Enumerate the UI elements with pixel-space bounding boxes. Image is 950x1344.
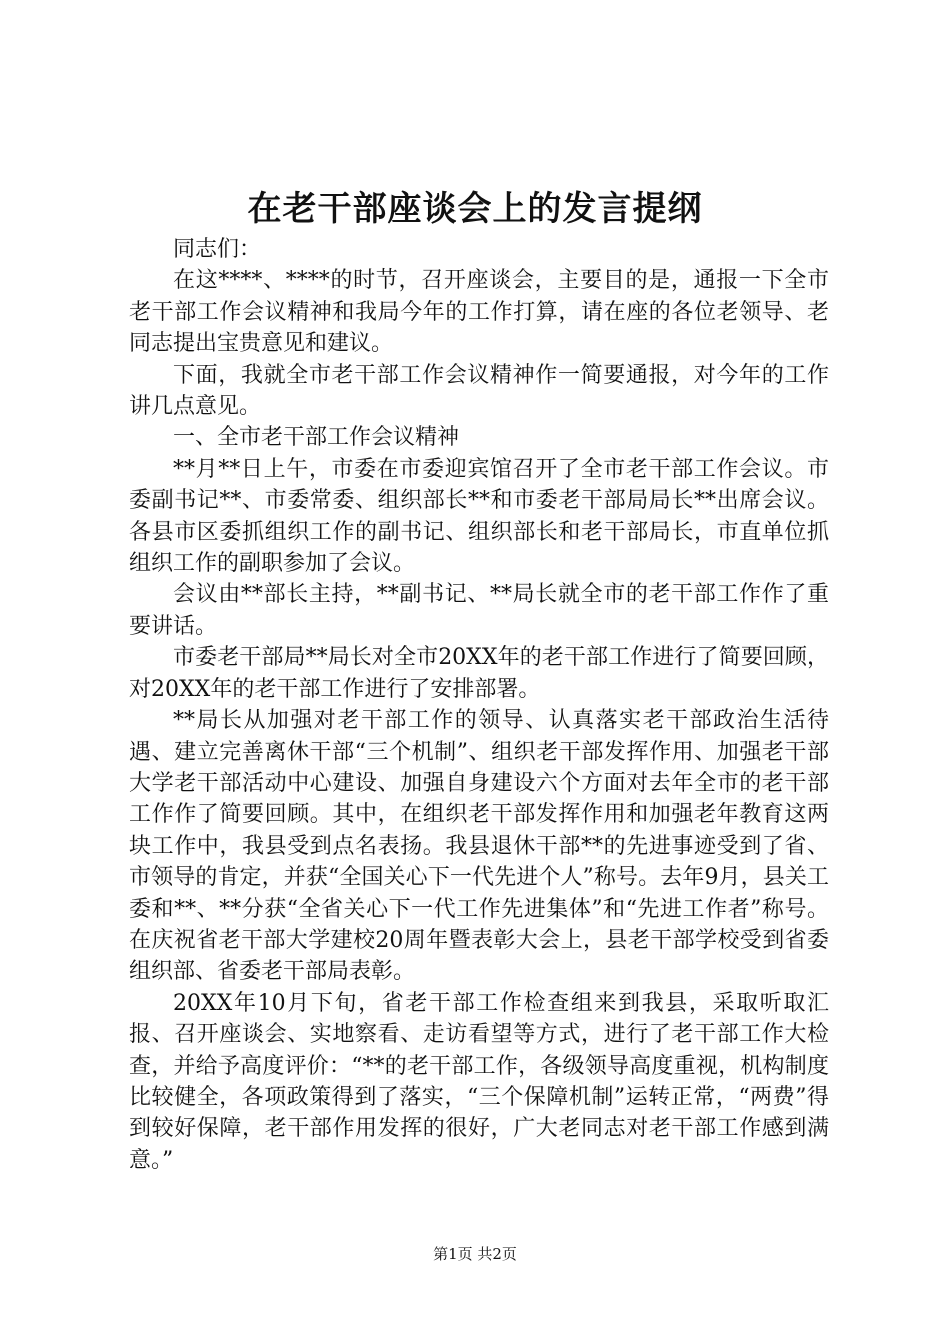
page-number-footer: 第1页 共2页 (433, 1245, 517, 1263)
paragraph: **月**日上午，市委在市委迎宾馆召开了全市老干部工作会议。市委副书记**、市委常委、组织部长**和市委老干部局局长**出席会议。各县市区委抓组织工作的副书记、组织部长和老干部局长，市直单位抓组织工作的副职参加了会议。 (129, 456, 829, 577)
document-body (129, 234, 829, 1176)
section-heading: 一、全市老干部工作会议精神 (173, 425, 460, 451)
paragraph: 市委老干部局**局长对全市20XX年的老干部工作进行了简要回顾，对20XX年的老干部工作进行了安排部署。 (129, 645, 829, 702)
paragraph: 在这****、****的时节，召开座谈会，主要目的是，通报一下全市老干部工作会议精神和我局今年的工作打算，请在座的各位老领导、老同志提出宝贵意见和建议。 (129, 268, 829, 357)
salutation: 同志们： (173, 237, 262, 262)
paragraph: 会议由**部长主持，**副书记、**局长就全市的老干部工作作了重要讲话。 (129, 582, 829, 639)
document-title: 在老干部座谈会上的发言提纲 (247, 189, 703, 229)
paragraph: 下面，我就全市老干部工作会议精神作一简要通报，对今年的工作讲几点意见。 (129, 362, 829, 420)
paragraph: **局长从加强对老干部工作的领导、认真落实老干部政治生活待遇、建立完善离休干部“三个机制”、组织老干部发挥作用、加强老干部大学老干部活动中心建设、加强自身建设六个方面对去年全市的老干部工作作了简要回顾。其中，在组织老干部发挥作用和加强老年教育这两块工作中，我县受到点名表扬。我县退休干部**的先进事迹受到了省、市领导的肯定，并获“全国关心下一代先进个人”称号。去年9月，县关工委和**、**分获“全省关心下一代工作先进集体”和“先进工作者”称号。在庆祝省老干部大学建校20周年暨表彰大会上，县老干部学校受到省委组织部、省委老干部局表彰。 (129, 708, 829, 985)
paragraph: 20XX年10月下旬，省老干部工作检查组来到我县，采取听取汇报、召开座谈会、实地察看、走访看望等方式，进行了老干部工作大检查，并给予高度评价：“**的老干部工作，各级领导高度重视，机构制度比较健全，各项政策得到了落实，“三个保障机制”运转正常，“两费”得到较好保障，老干部作用发挥的很好，广大老同志对老干部工作感到满意。” (129, 990, 829, 1173)
